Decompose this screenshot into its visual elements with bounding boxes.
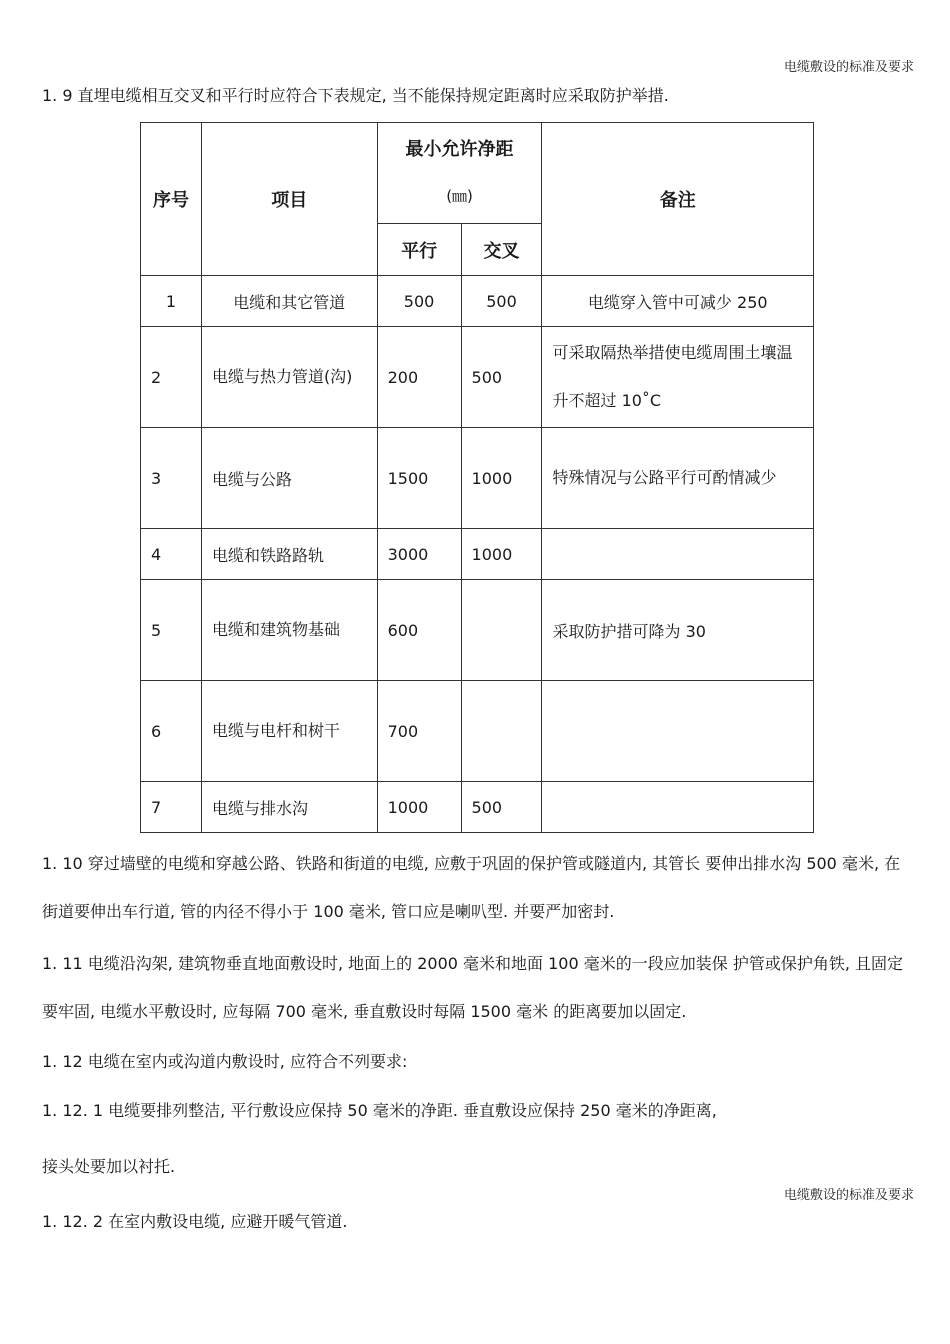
table-row [141, 428, 814, 529]
intro-paragraph: 1. 9 直埋电缆相互交叉和平行时应符合下表规定, 当不能保持规定距离时应采取防护举措. [42, 86, 669, 105]
cell-parallel: 200 [377, 327, 461, 428]
table-row [141, 529, 814, 580]
paragraph-1-12-2: 1. 12. 2 在室内敷设电缆, 应避开暖气管道. [42, 1212, 348, 1231]
cable-spacing-table [140, 122, 814, 833]
running-header-top: 电缆敷设的标准及要求 [783, 60, 914, 75]
header-min-distance-title: 最小允许净距 [405, 139, 514, 160]
cell-remark [542, 681, 814, 782]
cell-cross: 500 [461, 327, 542, 428]
header-no: 序号 [141, 123, 202, 276]
cell-cross [461, 681, 542, 782]
cell-no: 1 [141, 276, 202, 327]
cell-item: 电缆与公路 [201, 428, 377, 529]
cell-parallel: 1500 [377, 428, 461, 529]
cell-parallel: 500 [377, 276, 461, 327]
table-row [141, 782, 814, 833]
cell-remark: 可采取隔热举措使电缆周围土壤温升不超过 10˚C [542, 327, 814, 428]
cell-item: 电缆与热力管道(沟) [201, 327, 377, 428]
cell-remark: 采取防护措可降为 30 [542, 580, 814, 681]
cell-no: 6 [141, 681, 202, 782]
cell-remark: 电缆穿入管中可减少 250 [542, 276, 814, 327]
paragraph-1-10: 1. 10 穿过墙壁的电缆和穿越公路、铁路和街道的电缆, 应敷于巩固的保护管或隧道内, 其管长 要伸出排水沟 500 毫米, 在街道要伸出车行道, 管的内径不得小于 100 毫米, 管口应是喇叭型. 并要严加密封. [42, 854, 901, 921]
cell-no: 5 [141, 580, 202, 681]
header-min-distance-unit: (㎜) [446, 187, 473, 205]
table-header-row [141, 123, 814, 224]
cell-cross: 500 [461, 276, 542, 327]
cell-no: 3 [141, 428, 202, 529]
cell-parallel: 700 [377, 681, 461, 782]
cell-cross: 1000 [461, 529, 542, 580]
header-cross: 交叉 [461, 224, 542, 276]
cell-item: 电缆与排水沟 [201, 782, 377, 833]
cell-item: 电缆和铁路路轨 [201, 529, 377, 580]
cell-remark [542, 782, 814, 833]
table-row [141, 276, 814, 327]
cell-item: 电缆和其它管道 [201, 276, 377, 327]
cell-item: 电缆与电杆和树干 [201, 681, 377, 782]
cell-no: 2 [141, 327, 202, 428]
paragraph-1-12: 1. 12 电缆在室内或沟道内敷设时, 应符合不列要求: [42, 1052, 408, 1071]
paragraph-1-12-1-cont: 接头处要加以衬托. [42, 1157, 176, 1176]
header-min-distance [377, 123, 542, 224]
cell-remark: 特殊情况与公路平行可酌情减少 [542, 428, 814, 529]
table-row [141, 327, 814, 428]
running-header-bottom: 电缆敷设的标准及要求 [783, 1188, 914, 1203]
cell-parallel: 3000 [377, 529, 461, 580]
cell-parallel: 1000 [377, 782, 461, 833]
cell-cross: 500 [461, 782, 542, 833]
paragraph-1-11: 1. 11 电缆沿沟架, 建筑物垂直地面敷设时, 地面上的 2000 毫米和地面 100 毫米的一段应加装保 护管或保护角铁, 且固定要牢固, 电缆水平敷设时, 应每隔 700 毫米, 垂直敷设时每隔 1500 毫米 的距离要加以固定. [42, 954, 904, 1021]
cell-no: 7 [141, 782, 202, 833]
cell-item: 电缆和建筑物基础 [201, 580, 377, 681]
cell-remark [542, 529, 814, 580]
header-parallel: 平行 [377, 224, 461, 276]
cell-cross: 1000 [461, 428, 542, 529]
paragraph-1-12-1: 1. 12. 1 电缆要排列整洁, 平行敷设应保持 50 毫米的净距. 垂直敷设应保持 250 毫米的净距离, [42, 1101, 717, 1120]
header-remark: 备注 [542, 123, 814, 276]
header-item: 项目 [201, 123, 377, 276]
cell-parallel: 600 [377, 580, 461, 681]
cell-no: 4 [141, 529, 202, 580]
table-row [141, 580, 814, 681]
cell-cross [461, 580, 542, 681]
table-row [141, 681, 814, 782]
